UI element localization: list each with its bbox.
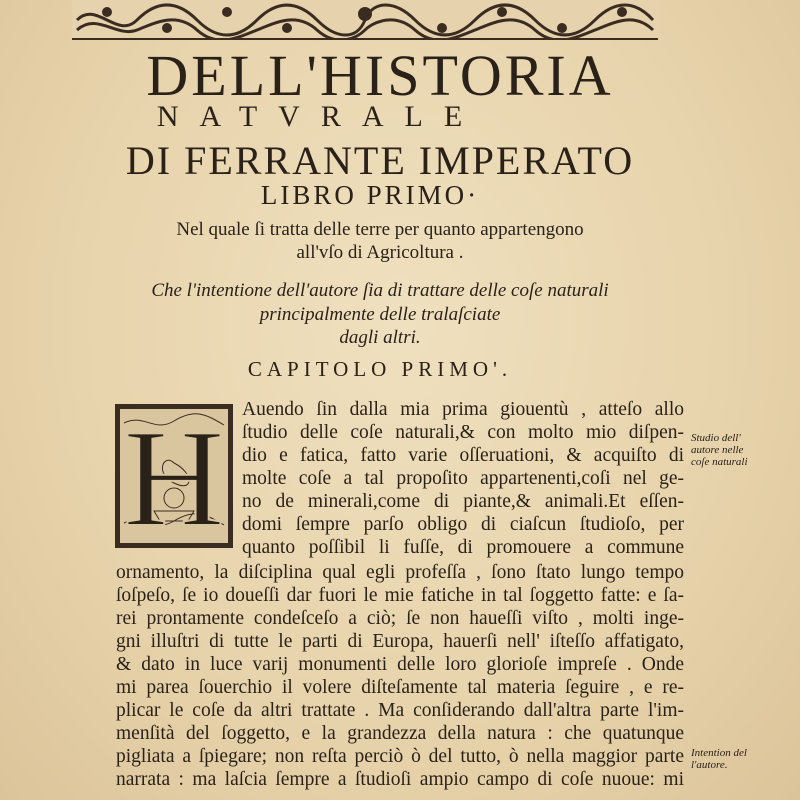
italic-heading-line-2: principalmente delle tralaſciate — [259, 304, 501, 325]
body-line-14: plicar le coſe da altri trattate . Ma conſiderando dall'altra parte l'im- — [116, 700, 684, 721]
italic-heading-line-1: Che l'intentione dell'autore ſia di trattare delle coſe naturali — [151, 280, 609, 301]
italic-heading-line-3: dagli altri. — [339, 327, 421, 348]
margin-note-studio — [691, 432, 791, 468]
title-line-1: DELL'HISTORIA — [146, 43, 614, 108]
body-line-17: narrata : ma laſcia ſempre a ſtudioſi ampio campo di coſe nuoue: mi — [116, 769, 684, 790]
margin-note-line: coſe naturali — [691, 456, 748, 468]
margin-note-line: l'autore. — [691, 759, 728, 771]
body-line-10: rei prontamente condeſceſo a ciò; ſe non haueſſi viſto , molti inge- — [116, 608, 684, 629]
body-line-13: mi parea ſouerchio il volere diſteſamente tal materia ſeguire , e re- — [116, 677, 684, 698]
body-line-6: domi ſempre parſo obligo di ciaſcun ſtudioſo, per — [242, 514, 684, 535]
margin-note-intention — [691, 747, 791, 771]
body-line-11: gni illuſtri di tutte le parti di Europa, hauerſi nell' iſteſſo affatigato, — [116, 631, 684, 652]
body-line-15: menſità del ſoggetto, e la grandezza della natura : che quatunque — [116, 723, 684, 744]
body-line-9: ſoſpeſo, ſe io doueſſi dar fuori le mie fatiche in tal ſoggetto fatte: e ſa- — [116, 585, 684, 606]
initial-letter-glyph: H — [123, 403, 225, 549]
subtitle-line-2: all'vſo di Agricoltura . — [296, 242, 464, 263]
subtitle-line-1: Nel quale ſi tratta delle terre per quanto appartengono — [176, 219, 584, 240]
body-line-8: ornamento, la diſciplina qual egli profeſſa , ſono ſtato lungo tempo — [116, 562, 684, 583]
margin-note-line: Studio dell' — [691, 432, 741, 444]
chapter-heading: CAPITOLO PRIMO'. — [247, 357, 513, 381]
body-line-4: molte coſe a tal propoſito appartenenti,coſi nel ge- — [242, 468, 684, 489]
margin-note-line: autore nelle — [691, 444, 744, 456]
body-line-3: dio e fatica, fatto varie oſſeruationi, & acquiſto di — [242, 445, 684, 466]
body-line-16: pigliata a ſpiegare; non reſta perciò ò del tutto, ò nella maggior parte — [116, 746, 684, 767]
headpiece-ornament — [72, 0, 658, 40]
margin-note-line: Intention del — [691, 747, 747, 759]
body-line-5: no de minerali,come di piante,& animali.Et eſſen- — [242, 491, 684, 512]
title-line-3: DI FERRANTE IMPERATO — [125, 138, 635, 183]
decorated-initial-h — [114, 403, 234, 549]
title-line-2: NATVRALE — [156, 100, 484, 133]
title-line-4: LIBRO PRIMO· — [260, 180, 480, 210]
body-line-2: ſtudio delle coſe naturali,& con molto mio diſpen- — [242, 422, 684, 443]
body-line-1: Auendo ſin dalla mia prima giouentù , atteſo allo — [242, 399, 684, 420]
body-line-7: quanto poſſibil li fuſſe, di promouere a commune — [242, 537, 684, 558]
body-line-12: & dato in luce varij monumenti delle loro glorioſe impreſe . Onde — [116, 654, 684, 675]
